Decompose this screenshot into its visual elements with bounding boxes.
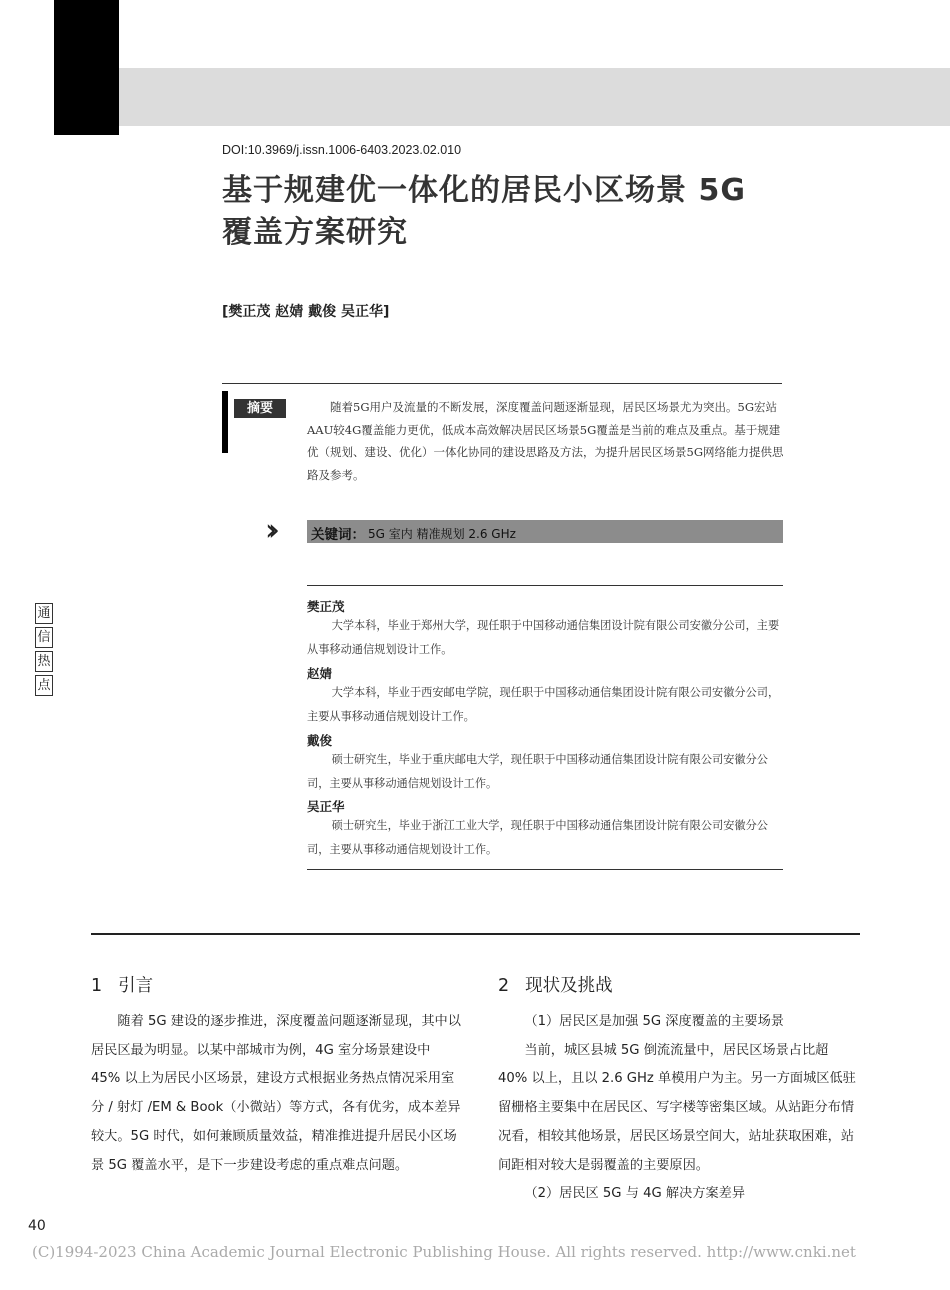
double-chevron-icon: ›› — [265, 513, 271, 548]
section-number: 2 — [498, 976, 510, 996]
header-gray-band — [119, 68, 950, 126]
bio-name: 戴俊 — [307, 733, 333, 748]
bio-name: 樊正茂 — [307, 599, 345, 614]
subheading: （1）居民区是加强 5G 深度覆盖的主要场景 — [524, 1014, 784, 1029]
paragraph: 随着 5G 建设的逐步推进，深度覆盖问题逐渐显现，其中以居民区最为明显。以某中部城市为例，4G 室分场景建设中 45% 以上为居民小区场景，建设方式根据业务热点情况采用室分 / 射灯 /EM & Book（小微站）等方式，各有优劣，成本差异较大。5G 时代，如何兼顾质量效益，精准推进提升居民小区场景 5G 覆盖水平，是下一步建设考虑的重点难点问题。 — [91, 1014, 461, 1173]
side-tab-char: 信 — [35, 627, 53, 648]
bio-name: 吴正华 — [307, 799, 345, 814]
side-tab-char: 热 — [35, 651, 53, 672]
abstract-accent-bar — [222, 391, 228, 453]
authors: [樊正茂 赵婧 戴俊 吴正华] — [222, 304, 390, 320]
keywords-label: 关键词： — [311, 527, 365, 543]
section-divider — [91, 933, 860, 935]
subheading: （2）居民区 5G 与 4G 解决方案差异 — [524, 1186, 746, 1202]
copyright-notice: (C)1994-2023 China Academic Journal Electronic Publishing House. All rights reserved. http://www.cnki.net — [32, 1243, 856, 1261]
section-1-body — [91, 1008, 461, 1180]
bio-text: 硕士研究生，毕业于重庆邮电大学，现任职于中国移动通信集团设计院有限公司安徽分公司，主要从事移动通信规划设计工作。 — [307, 753, 768, 790]
page-number: 40 — [28, 1218, 46, 1234]
section-title: 引言 — [118, 976, 154, 996]
side-tab-char: 通 — [35, 603, 53, 624]
abstract-tag: 摘要 — [234, 399, 286, 418]
paragraph: 当前，城区县城 5G 倒流流量中，居民区场景占比超 40% 以上，且以 2.6 GHz 单模用户为主。另一方面城区低驻留栅格主要集中在居民区、写字楼等密集区域。从站距分布情况看，相较其他场景，居民区场景空间大，站址获取困难，站间距相对较大是弱覆盖的主要原因。 — [498, 1042, 856, 1173]
bio-text: 硕士研究生，毕业于浙江工业大学，现任职于中国移动通信集团设计院有限公司安徽分公司，主要从事移动通信规划设计工作。 — [307, 819, 768, 856]
title-line-1: 基于规建优一体化的居民小区场景 5G — [222, 173, 746, 208]
section-title: 现状及挑战 — [525, 976, 613, 996]
doi: DOI:10.3969/j.issn.1006-6403.2023.02.010 — [222, 143, 462, 157]
bio-text: 大学本科，毕业于西安邮电学院，现任职于中国移动通信集团设计院有限公司安徽分公司，主要从事移动通信规划设计工作。 — [307, 686, 780, 723]
keywords-text: 5G 室内 精准规划 2.6 GHz — [368, 527, 516, 541]
section-1-heading — [91, 972, 153, 997]
bio-text: 大学本科，毕业于郑州大学，现任职于中国移动通信集团设计院有限公司安徽分公司，主要从事移动通信规划设计工作。 — [307, 619, 780, 656]
bio-top-rule — [307, 585, 783, 586]
article-title — [222, 170, 746, 254]
section-2-body — [498, 1008, 860, 1209]
abstract-top-rule — [222, 383, 782, 384]
bio-bottom-rule — [307, 869, 783, 870]
side-tab-char: 点 — [35, 675, 53, 696]
section-number: 1 — [91, 976, 103, 996]
abstract-text: 随着5G用户及流量的不断发展，深度覆盖问题逐渐显现，居民区场景尤为突出。5G宏站AAU较4G覆盖能力更优，低成本高效解决居民区场景5G覆盖是当前的难点及重点。基于规建优（规划、建设、优化）一体化协同的建设思路及方法，为提升居民区场景5G网络能力提供思路及参考。 — [307, 400, 784, 483]
section-2-heading — [498, 972, 613, 997]
header-black-bar — [54, 0, 119, 135]
bio-name: 赵婧 — [307, 666, 333, 681]
title-line-2: 覆盖方案研究 — [222, 215, 408, 250]
section-side-tab — [35, 603, 51, 699]
